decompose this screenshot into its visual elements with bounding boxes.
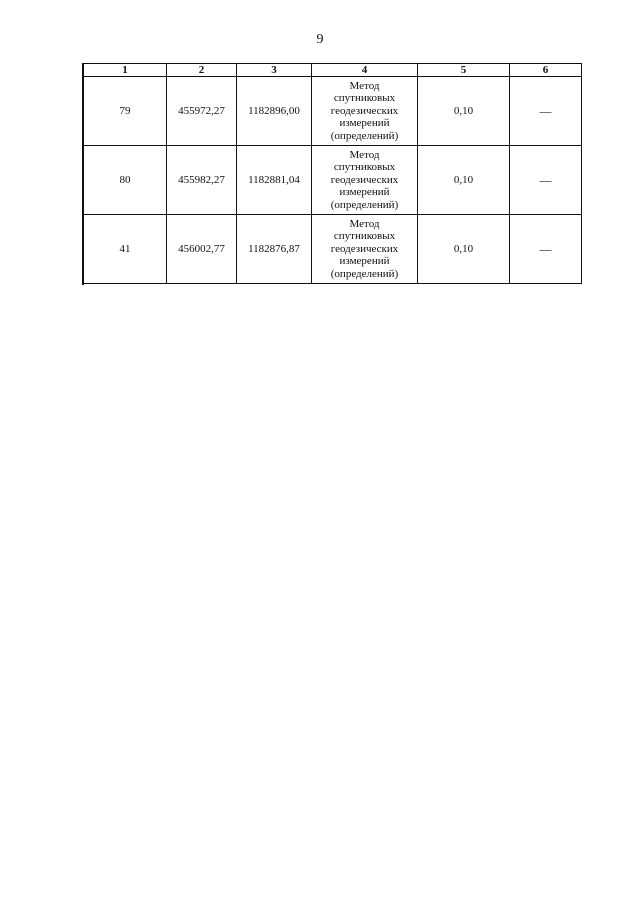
method-cell [312,215,418,284]
accuracy-cell: 0,10 [418,77,510,146]
x-coordinate-cell: 455982,27 [167,146,237,215]
method-cell [312,77,418,146]
column-header-2: 2 [167,64,237,77]
method-line: геодезических [330,173,399,186]
method-line: Метод [349,79,380,92]
table-row [84,146,582,215]
y-coordinate-cell: 1182896,00 [237,77,312,146]
method-line: спутниковых [333,92,396,105]
description-cell: — [510,77,582,146]
method-line: (определений) [330,198,399,211]
point-number-cell: 80 [84,146,167,215]
x-coordinate-cell: 456002,77 [167,215,237,284]
method-cell [312,146,418,215]
method-line: измерений [339,255,390,268]
method-line: Метод [349,148,380,161]
point-number-cell: 79 [84,77,167,146]
table-header-row [84,64,582,77]
point-number-cell: 41 [84,215,167,284]
column-header-4: 4 [312,64,418,77]
method-line: (определений) [330,129,399,142]
description-cell: — [510,215,582,284]
method-line: геодезических [330,242,399,255]
column-header-1: 1 [84,64,167,77]
coordinates-table [83,63,582,284]
column-header-6: 6 [510,64,582,77]
method-line: измерений [339,117,390,130]
description-cell: — [510,146,582,215]
column-header-5: 5 [418,64,510,77]
method-line: геодезических [330,104,399,117]
table-row [84,77,582,146]
table-row [84,215,582,284]
page-number: 9 [316,32,324,47]
method-line: (определений) [330,267,399,280]
method-line: спутниковых [333,161,396,174]
table-left-border [82,63,84,285]
method-line: спутниковых [333,230,396,243]
method-line: Метод [349,217,380,230]
column-header-3: 3 [237,64,312,77]
method-line: измерений [339,186,390,199]
y-coordinate-cell: 1182876,87 [237,215,312,284]
accuracy-cell: 0,10 [418,215,510,284]
y-coordinate-cell: 1182881,04 [237,146,312,215]
x-coordinate-cell: 455972,27 [167,77,237,146]
accuracy-cell: 0,10 [418,146,510,215]
